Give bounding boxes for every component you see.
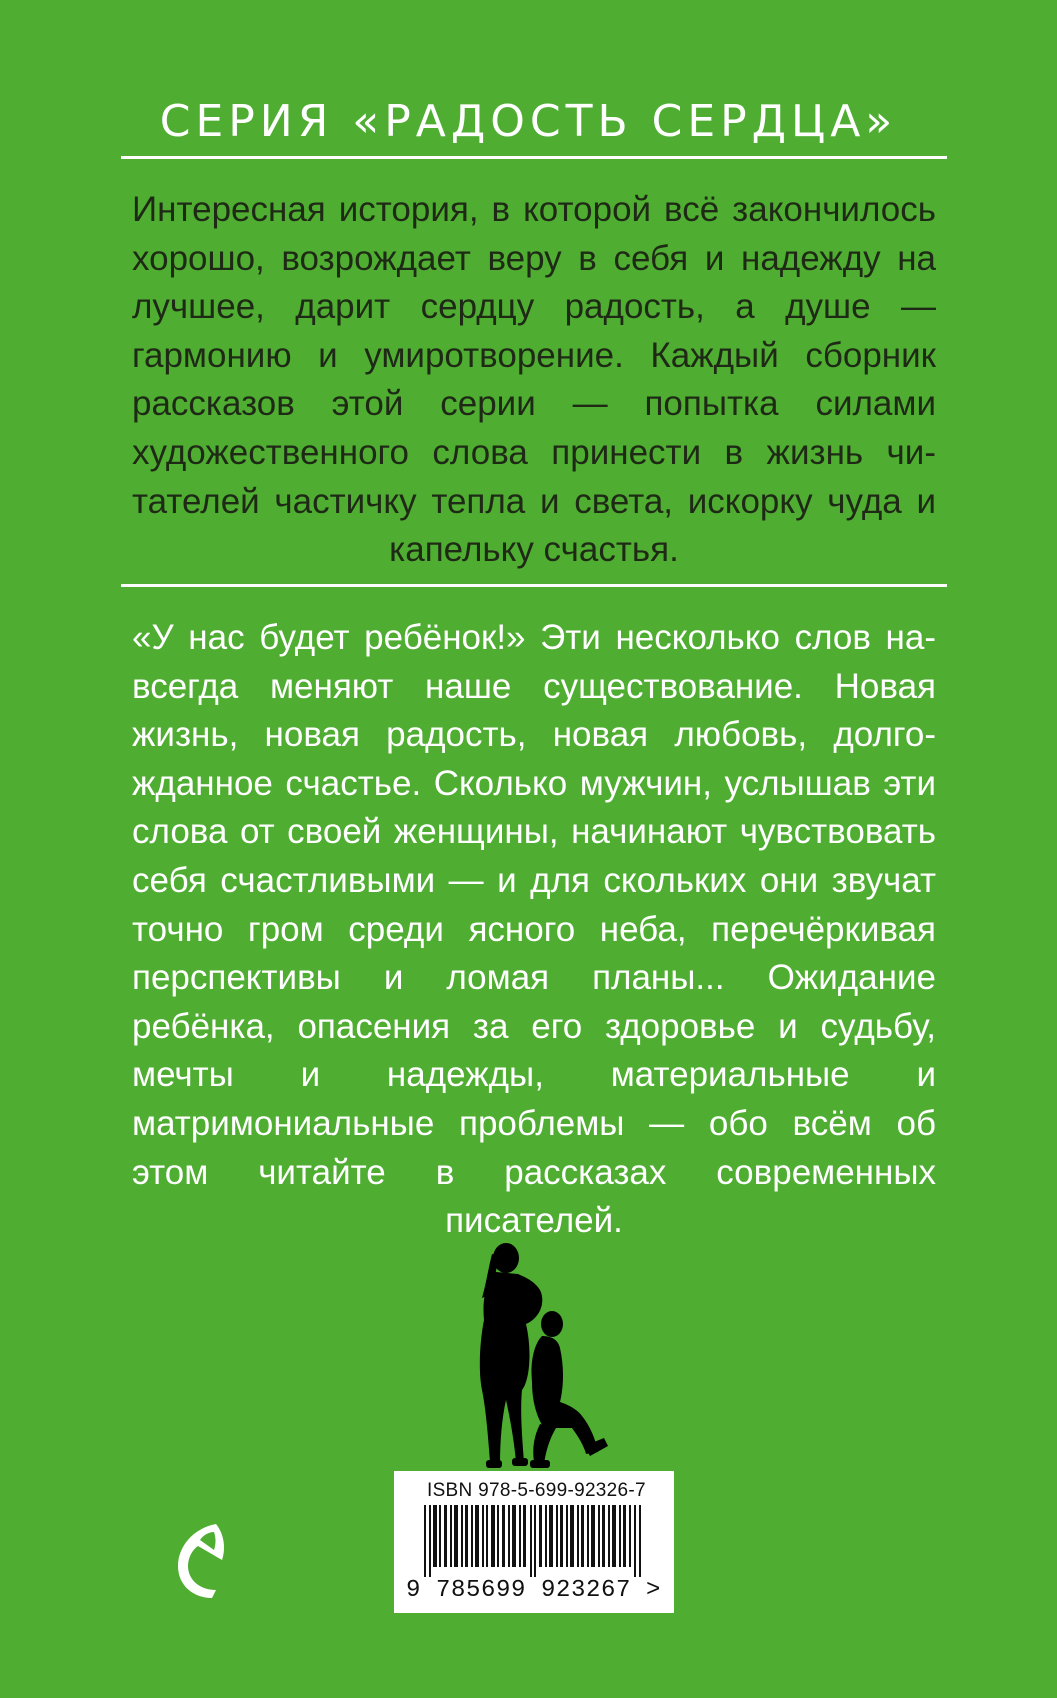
middle-divider — [121, 584, 947, 587]
isbn-label: ISBN 978-5-699-92326-7 — [427, 1480, 646, 1501]
barcode-bars — [424, 1505, 646, 1577]
couple-silhouette-icon — [460, 1240, 610, 1480]
series-title: СЕРИЯ «РАДОСТЬ СЕРДЦА» — [159, 96, 898, 147]
series-intro-paragraph: Интересная история, в которой всё закончилось хорошо, возрождает веру в себя и надежду на лучшее, дарит сердцу радость, а душе — гармонию и умиротворение. Каждый сборник рассказов этой серии — попытка силами художественного слова принести в жизнь читателей частичку тепла и света, искорку чуда и капельку счастья. — [132, 190, 936, 570]
book-description-paragraph: «У нас будет ребёнок!» Эти несколько слов навсегда меняют наше существование. Новая жизнь, новая радость, новая любовь, долгожданное счастье. Сколько мужчин, услышав эти слова от своей женщины, начинают чувствовать себя счастливыми — и для скольких они звучат точно гром среди ясного неба, перечёркивая перспективы и ломая планы... Ожидание ребёнка, опасения за его здоровье и судьбу, мечты и надежды, материальные и матримониальные проблемы — обо всём об этом читайте в рассказах современных писателей. — [132, 618, 936, 1241]
eksmo-logo-icon — [172, 1518, 230, 1602]
barcode-box — [394, 1471, 674, 1613]
top-divider — [121, 156, 947, 159]
barcode-digits: 9 785699 923267 > — [406, 1577, 662, 1604]
